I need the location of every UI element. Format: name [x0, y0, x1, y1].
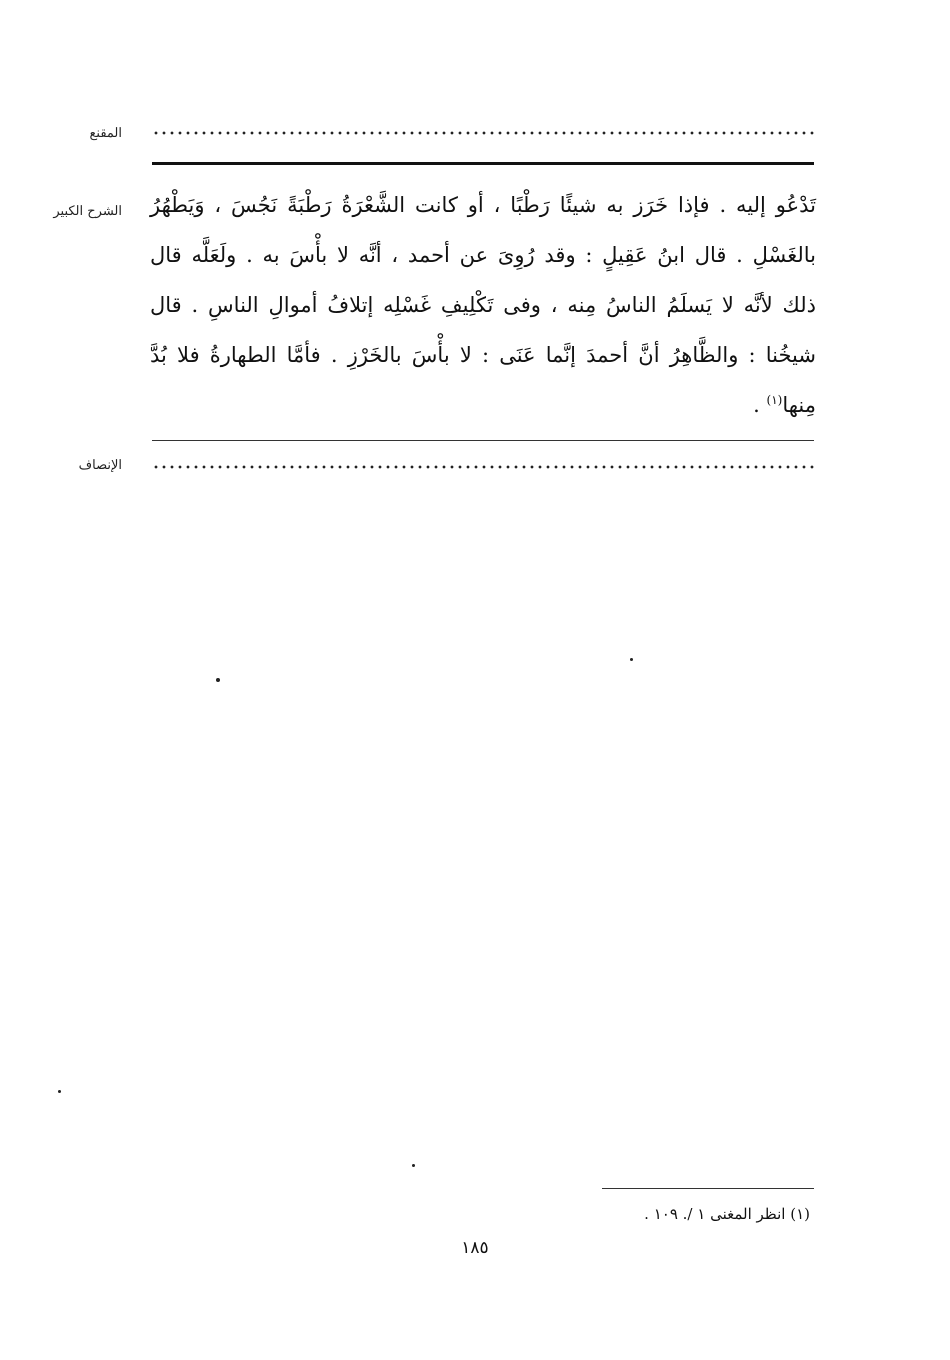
body-line: مِنها — [782, 393, 816, 417]
footnote: (١) انظر المغنى ١ /. ١٠٩ . — [644, 1205, 810, 1223]
body-line-last: مِنها$^{(١)}$ . — [753, 393, 816, 417]
footnote-reference[interactable]: (١) — [766, 393, 783, 407]
body-line: تَدْعُو إليه . فإذا خَرَز به شيئًا رَطْبًا ، أو كانت الشَّعْرَةُ رَطْبَةً نَجُسَ ، وَيَطْهُرُ — [150, 193, 816, 217]
scan-speck — [58, 1090, 61, 1093]
section-divider-thick — [152, 162, 814, 165]
page-number: ١٨٥ — [461, 1238, 489, 1258]
scan-speck — [216, 678, 220, 682]
scan-speck — [412, 1164, 415, 1167]
section-label-insaf: الإنصاف — [78, 458, 122, 473]
insaf-dotted-placeholder — [152, 464, 814, 470]
body-line: شيخُنا : والظَّاهِرُ أنَّ أحمدَ إنَّما عَنَى : لا بأْسَ بالخَرْزِ . فأمَّا الطهارةُ فلا بُدَّ — [150, 343, 816, 367]
body-line: بالغَسْلِ . قال ابنُ عَقِيلٍ : وقد رُوِىَ عن أحمد ، أنَّه لا بأْسَ به . ولَعَلَّه قال — [150, 243, 816, 267]
section-label-sharh: الشرح الكبير — [53, 204, 122, 219]
section-divider-thin — [152, 440, 814, 441]
muqni-dotted-placeholder — [152, 130, 814, 136]
footnote-rule — [602, 1188, 814, 1189]
section-label-muqni: المقنع — [89, 126, 122, 141]
scan-speck — [630, 658, 633, 661]
body-line: ذلك لأنَّه لا يَسلَمُ الناسُ مِنه ، وفى تَكْلِيفِ غَسْلِه إتلافُ أموالِ الناسِ . قال — [150, 293, 816, 317]
sharh-body-text — [150, 180, 816, 430]
